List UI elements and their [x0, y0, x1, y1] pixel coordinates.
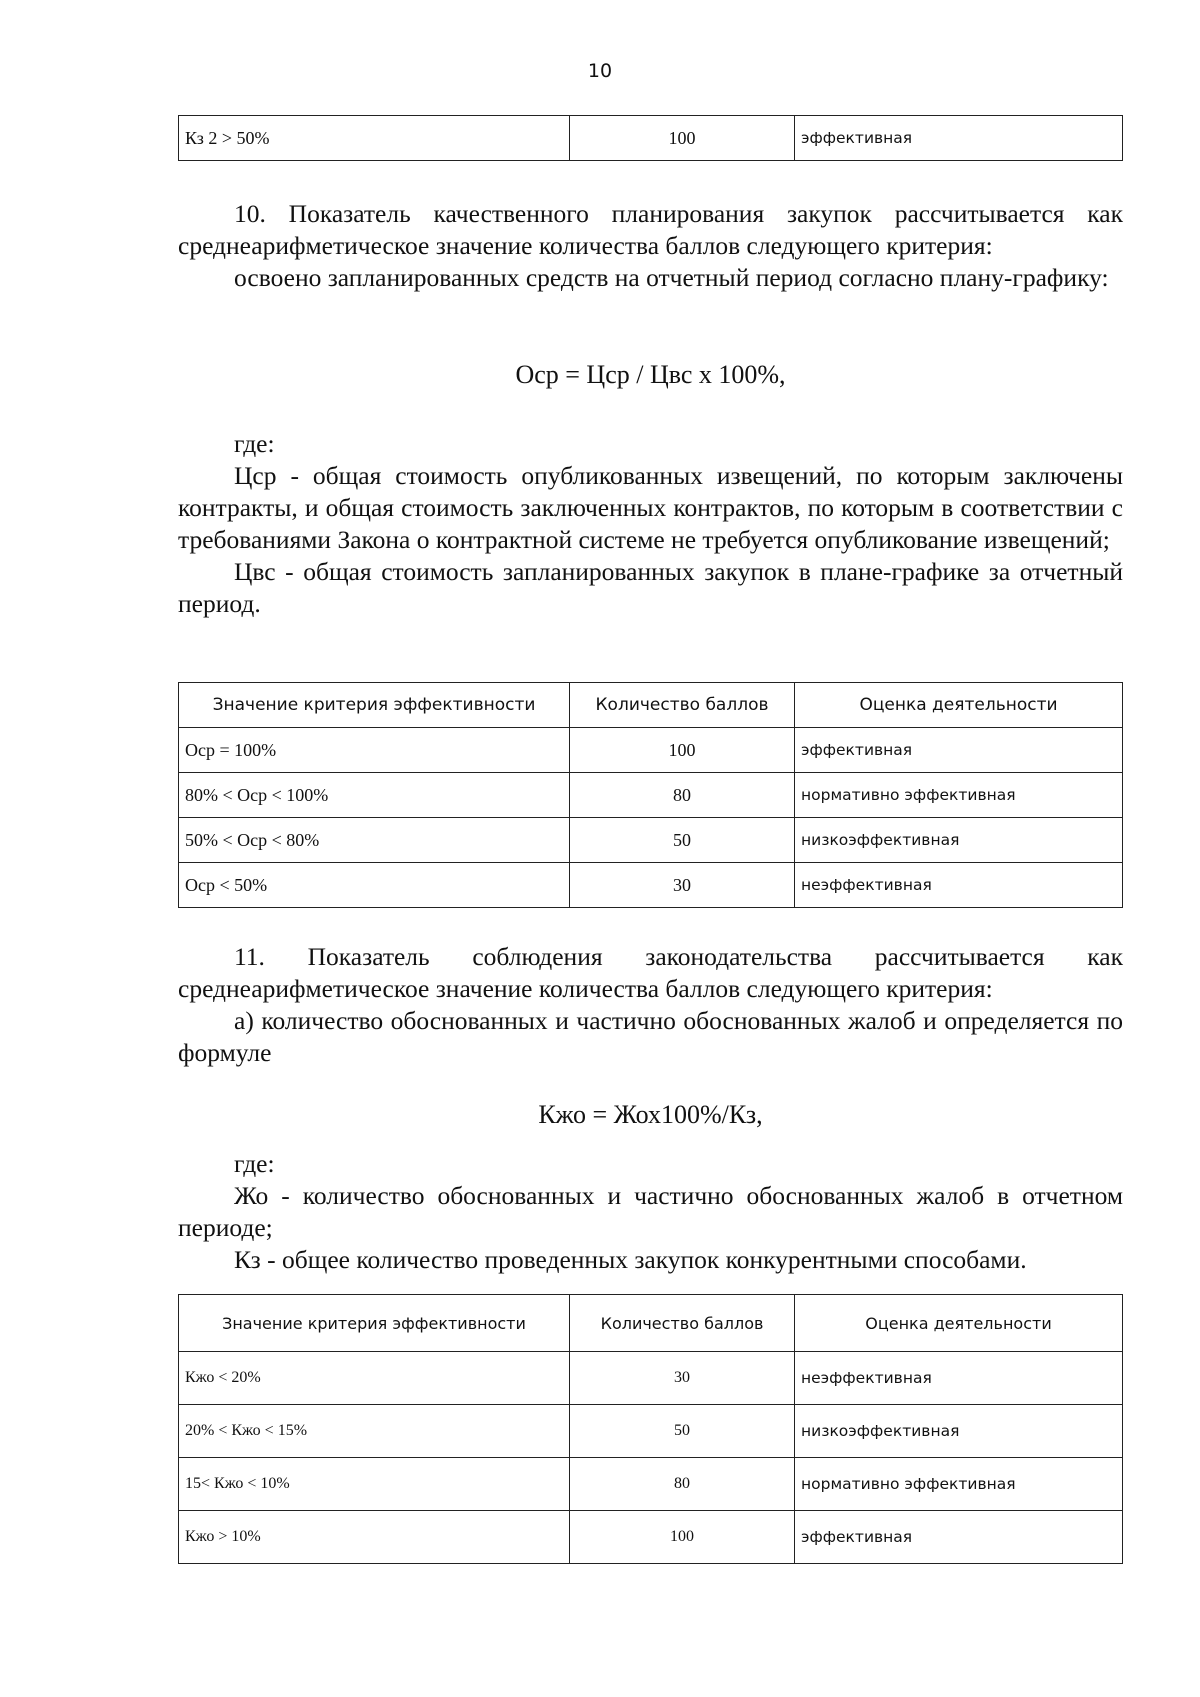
- rating-cell: нормативно эффективная: [795, 1458, 1123, 1511]
- osr-criteria-table: [178, 682, 1123, 908]
- rating-cell: низкоэффективная: [795, 1405, 1123, 1458]
- table-row: [179, 1458, 1123, 1511]
- rating-cell: неэффективная: [795, 863, 1123, 908]
- points-cell: 100: [570, 728, 795, 773]
- points-cell: 30: [570, 863, 795, 908]
- table-row: [179, 818, 1123, 863]
- section-10-intro: [178, 198, 1123, 294]
- criterion-cell: Оср = 100%: [179, 728, 570, 773]
- table-row: [179, 1511, 1123, 1564]
- header-criterion: Значение критерия эффективности: [179, 1295, 570, 1352]
- header-rating: Оценка деятельности: [795, 1295, 1123, 1352]
- points-cell: 50: [570, 1405, 795, 1458]
- section-10-criterion: освоено запланированных средств на отчетный период согласно плану-графику:: [234, 263, 1109, 292]
- table-row: [179, 773, 1123, 818]
- criterion-cell: Кжо > 10%: [179, 1511, 570, 1564]
- where-label: где:: [234, 1149, 275, 1178]
- criterion-cell: Кз 2 > 50%: [179, 116, 570, 161]
- section-10-definitions: [178, 428, 1123, 620]
- points-cell: 80: [570, 773, 795, 818]
- rating-cell: эффективная: [795, 728, 1123, 773]
- definition-tsr: Цср - общая стоимость опубликованных извещений, по которым заключены контракты, и общая стоимость заключенных контрактов, по которым в соответствии с требованиями Закона о контрактной системе не требуется опубликование извещений;: [178, 461, 1123, 554]
- table-header-row: [179, 683, 1123, 728]
- criterion-cell: 15< Кжо < 10%: [179, 1458, 570, 1511]
- section-11-criterion: а) количество обоснованных и частично обоснованных жалоб и определяется по формуле: [178, 1006, 1123, 1067]
- formula-osr: Оср = Цср / Цвс х 100%,: [515, 360, 786, 389]
- section-11-paragraph: 11. Показатель соблюдения законодательства рассчитывается как среднеарифметическое значение количества баллов следующего критерия:: [178, 942, 1123, 1003]
- section-11-definitions: [178, 1148, 1123, 1276]
- page-number: 10: [587, 60, 613, 82]
- rating-cell: эффективная: [795, 116, 1123, 161]
- table-row: [179, 863, 1123, 908]
- table-row: [179, 1352, 1123, 1405]
- rating-cell: неэффективная: [795, 1352, 1123, 1405]
- criterion-cell: 20% < Кжо < 15%: [179, 1405, 570, 1458]
- definition-zho: Жо - количество обоснованных и частично обоснованных жалоб в отчетном периоде;: [178, 1181, 1123, 1242]
- table-row: [179, 728, 1123, 773]
- rating-cell: нормативно эффективная: [795, 773, 1123, 818]
- rating-cell: эффективная: [795, 1511, 1123, 1564]
- continuation-table: [178, 115, 1123, 161]
- where-label: где:: [234, 429, 275, 458]
- kzho-criteria-table: [178, 1294, 1123, 1564]
- section-11-intro: [178, 941, 1123, 1069]
- criterion-cell: 50% < Оср < 80%: [179, 818, 570, 863]
- header-points: Количество баллов: [570, 683, 795, 728]
- points-cell: 80: [570, 1458, 795, 1511]
- header-rating: Оценка деятельности: [795, 683, 1123, 728]
- rating-cell: низкоэффективная: [795, 818, 1123, 863]
- table-row: [179, 1405, 1123, 1458]
- header-points: Количество баллов: [570, 1295, 795, 1352]
- criterion-cell: Кжо < 20%: [179, 1352, 570, 1405]
- definition-tsvs: Цвс - общая стоимость запланированных закупок в плане-графике за отчетный период.: [178, 557, 1123, 618]
- table-header-row: [179, 1295, 1123, 1352]
- table-row: [179, 116, 1123, 161]
- points-cell: 100: [570, 1511, 795, 1564]
- definition-kz: Кз - общее количество проведенных закупок конкурентными способами.: [234, 1245, 1027, 1274]
- formula-kzho: Кжо = Жох100%/Кз,: [538, 1100, 763, 1129]
- criterion-cell: 80% < Оср < 100%: [179, 773, 570, 818]
- criterion-cell: Оср < 50%: [179, 863, 570, 908]
- points-cell: 30: [570, 1352, 795, 1405]
- points-cell: 50: [570, 818, 795, 863]
- points-cell: 100: [570, 116, 795, 161]
- section-10-paragraph: 10. Показатель качественного планирования закупок рассчитывается как среднеарифметическое значение количества баллов следующего критерия:: [178, 199, 1123, 260]
- header-criterion: Значение критерия эффективности: [179, 683, 570, 728]
